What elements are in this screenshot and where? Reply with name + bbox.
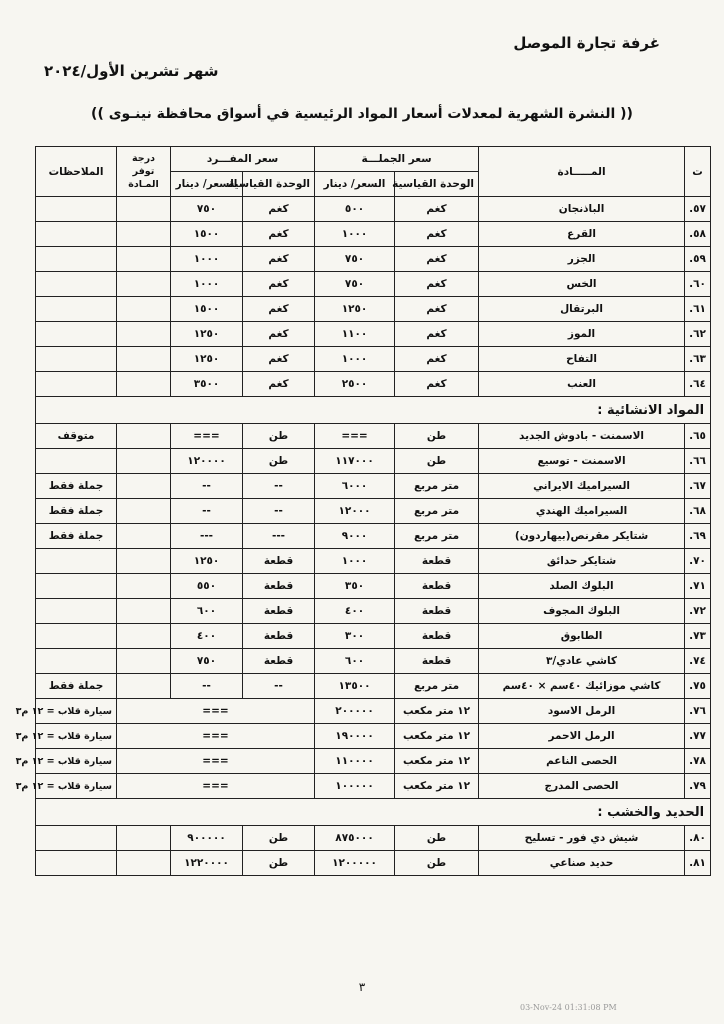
retail-unit: قطعة — [243, 549, 315, 574]
note — [36, 197, 117, 222]
retail-price: ١٢٥٠ — [171, 322, 243, 347]
table-row — [36, 424, 711, 449]
wholesale-unit: كغم — [395, 322, 479, 347]
retail-price: ١٢٥٠ — [171, 347, 243, 372]
wholesale-unit: متر مربع — [395, 674, 479, 699]
retail-price: ٧٥٠ — [171, 649, 243, 674]
wholesale-unit: ١٢ متر مكعب — [395, 749, 479, 774]
note — [36, 372, 117, 397]
wholesale-price: ٥٠٠ — [315, 197, 395, 222]
material-name: الحصى الناعم — [479, 749, 685, 774]
table-body — [15, 197, 711, 876]
wholesale-price: ١٢٥٠ — [315, 297, 395, 322]
table-row — [36, 674, 711, 699]
retail-price: --- — [171, 524, 243, 549]
note: سيارة قلاب = ١٢ م٣ — [36, 774, 117, 799]
availability — [117, 524, 171, 549]
material-name: شتايكر حدائق — [479, 549, 685, 574]
header-notes: الملاحظات — [36, 147, 117, 197]
row-number: .٧٥ — [685, 674, 711, 699]
table-row — [36, 272, 711, 297]
row-number: .٦٠ — [685, 272, 711, 297]
availability — [117, 674, 171, 699]
material-name: الجزر — [479, 247, 685, 272]
note — [36, 574, 117, 599]
availability — [117, 322, 171, 347]
note: جملة فقط — [36, 524, 117, 549]
wholesale-unit: قطعة — [395, 649, 479, 674]
wholesale-price: ١٩٠٠٠٠ — [315, 724, 395, 749]
retail-unit: طن — [243, 449, 315, 474]
bulletin-month: شهر تشرين الأول/٢٠٢٤ — [44, 62, 219, 80]
availability — [117, 851, 171, 876]
retail-unit: قطعة — [243, 574, 315, 599]
row-number: .٨١ — [685, 851, 711, 876]
row-number: .٦٥ — [685, 424, 711, 449]
note — [36, 826, 117, 851]
wholesale-unit: قطعة — [395, 599, 479, 624]
section-construction-label: المواد الانشائية : — [36, 397, 711, 424]
material-name: الرمل الاحمر — [479, 724, 685, 749]
material-name: الاسمنت - توسيع — [479, 449, 685, 474]
note: سيارة قلاب = ١٢ م٣ — [36, 724, 117, 749]
wholesale-unit: قطعة — [395, 549, 479, 574]
material-name: السيراميك الهندي — [479, 499, 685, 524]
table-row — [36, 449, 711, 474]
material-name: الخس — [479, 272, 685, 297]
row-number: .٦٩ — [685, 524, 711, 549]
wholesale-price: ١٠٠٠٠٠ — [315, 774, 395, 799]
retail-unit: قطعة — [243, 624, 315, 649]
header-wholesale-unit: الوحدة القياسية — [395, 172, 479, 197]
retail-unit: كغم — [243, 372, 315, 397]
note — [36, 549, 117, 574]
note — [36, 272, 117, 297]
availability — [117, 499, 171, 524]
note — [36, 297, 117, 322]
page-number: ٣ — [358, 980, 366, 994]
table-row — [36, 851, 711, 876]
material-name: التفاح — [479, 347, 685, 372]
wholesale-price: ١٣٥٠٠ — [315, 674, 395, 699]
material-name: كاشي عادي/٣ — [479, 649, 685, 674]
retail-price: ٤٠٠ — [171, 624, 243, 649]
retail-price: ١٢٢٠٠٠٠ — [171, 851, 243, 876]
retail-price: -- — [171, 674, 243, 699]
material-name: الاسمنت - بادوش الجديد — [479, 424, 685, 449]
retail-unit: قطعة — [243, 649, 315, 674]
retail-merged: === — [117, 749, 315, 774]
table-row — [36, 347, 711, 372]
availability — [117, 649, 171, 674]
wholesale-unit: ١٢ متر مكعب — [395, 699, 479, 724]
header-no: ت — [685, 147, 711, 197]
retail-unit: قطعة — [243, 599, 315, 624]
table-row — [36, 222, 711, 247]
bulletin-title: (( النشرة الشهرية لمعدلات أسعار المواد الرئيسية في أسواق محافظة نينـوى )) — [91, 106, 633, 122]
availability — [117, 624, 171, 649]
header-retail: سعر المفـــرد — [171, 147, 315, 172]
table-row — [36, 574, 711, 599]
retail-price: ١٠٠٠ — [171, 272, 243, 297]
note — [36, 649, 117, 674]
material-name: الحصى المدرج — [479, 774, 685, 799]
wholesale-unit: كغم — [395, 197, 479, 222]
note — [36, 347, 117, 372]
row-number: .٥٨ — [685, 222, 711, 247]
note — [36, 599, 117, 624]
section-iron-wood-label: الحديد والخشب : — [36, 799, 711, 826]
row-number: .٧٨ — [685, 749, 711, 774]
header-retail-price: السعر/ دينار — [171, 172, 243, 197]
availability — [117, 474, 171, 499]
availability — [117, 347, 171, 372]
note — [36, 247, 117, 272]
note: جملة فقط — [36, 474, 117, 499]
table-row — [36, 247, 711, 272]
retail-price: ٧٥٠ — [171, 197, 243, 222]
retail-unit: كغم — [243, 322, 315, 347]
table-row — [36, 724, 711, 749]
wholesale-unit: كغم — [395, 272, 479, 297]
material-name: السيراميك الايراني — [479, 474, 685, 499]
note — [36, 449, 117, 474]
wholesale-price: ١١٠٠ — [315, 322, 395, 347]
material-name: كاشي موزائيك ٤٠سم × ٤٠سم — [479, 674, 685, 699]
availability — [117, 826, 171, 851]
row-number: .٧٩ — [685, 774, 711, 799]
row-number: .٦٣ — [685, 347, 711, 372]
section-iron-wood — [36, 799, 711, 826]
wholesale-unit: ١٢ متر مكعب — [395, 724, 479, 749]
retail-unit: --- — [243, 524, 315, 549]
retail-price: ٩٠٠٠٠٠ — [171, 826, 243, 851]
retail-price: ٦٠٠ — [171, 599, 243, 624]
row-number: .٦١ — [685, 297, 711, 322]
retail-price: ١٠٠٠ — [171, 247, 243, 272]
retail-merged: === — [117, 724, 315, 749]
retail-price: ١٥٠٠ — [171, 222, 243, 247]
availability — [117, 424, 171, 449]
availability — [117, 222, 171, 247]
retail-price: -- — [171, 499, 243, 524]
wholesale-price: ١٠٠٠ — [315, 549, 395, 574]
material-name: الرمل الاسود — [479, 699, 685, 724]
organization-name: غرفة تجارة الموصل — [513, 34, 660, 52]
material-name: حديد صناعي — [479, 851, 685, 876]
availability — [117, 372, 171, 397]
table-row — [36, 549, 711, 574]
material-name: البرتقال — [479, 297, 685, 322]
wholesale-price: ٦٠٠٠ — [315, 474, 395, 499]
retail-unit: كغم — [243, 222, 315, 247]
wholesale-unit: كغم — [395, 247, 479, 272]
row-number: .٧٢ — [685, 599, 711, 624]
row-number: .٧٠ — [685, 549, 711, 574]
availability — [117, 272, 171, 297]
material-name: الباذنجان — [479, 197, 685, 222]
wholesale-unit: متر مربع — [395, 474, 479, 499]
retail-unit: كغم — [243, 347, 315, 372]
table-row — [36, 372, 711, 397]
material-name: القرع — [479, 222, 685, 247]
table-row — [36, 699, 711, 724]
retail-unit: كغم — [243, 247, 315, 272]
availability — [117, 574, 171, 599]
table-row — [36, 474, 711, 499]
wholesale-price: ٩٠٠٠ — [315, 524, 395, 549]
wholesale-unit: طن — [395, 424, 479, 449]
note: جملة فقط — [36, 499, 117, 524]
row-number: .٦٧ — [685, 474, 711, 499]
table-row — [36, 197, 711, 222]
wholesale-unit: كغم — [395, 297, 479, 322]
table-row — [36, 624, 711, 649]
retail-unit: طن — [243, 851, 315, 876]
wholesale-unit: كغم — [395, 372, 479, 397]
material-name: البلوك المجوف — [479, 599, 685, 624]
wholesale-unit: طن — [395, 449, 479, 474]
retail-price: ١٥٠٠ — [171, 297, 243, 322]
retail-unit: كغم — [243, 197, 315, 222]
wholesale-price: ٢٥٠٠ — [315, 372, 395, 397]
wholesale-unit: قطعة — [395, 624, 479, 649]
table-row — [36, 524, 711, 549]
table-row — [36, 826, 711, 851]
availability — [117, 599, 171, 624]
note: متوقف — [36, 424, 117, 449]
table-row — [36, 749, 711, 774]
header-availability: درجة توفر المـادة — [117, 147, 171, 197]
row-number: .٦٦ — [685, 449, 711, 474]
retail-unit: طن — [243, 826, 315, 851]
table-row — [36, 499, 711, 524]
retail-unit: طن — [243, 424, 315, 449]
availability — [117, 247, 171, 272]
wholesale-unit: طن — [395, 851, 479, 876]
wholesale-price: ١٠٠٠ — [315, 347, 395, 372]
retail-price: ٣٥٠٠ — [171, 372, 243, 397]
row-number: .٥٧ — [685, 197, 711, 222]
material-name: الموز — [479, 322, 685, 347]
row-number: .٦٤ — [685, 372, 711, 397]
note — [36, 851, 117, 876]
price-table — [15, 146, 711, 876]
wholesale-price: ٣٠٠ — [315, 624, 395, 649]
header-wholesale: سعر الجملـــة — [315, 147, 479, 172]
note: سيارة قلاب = ١٢ م٣ — [36, 749, 117, 774]
wholesale-unit: متر مربع — [395, 499, 479, 524]
retail-unit: كغم — [243, 272, 315, 297]
table-row — [36, 649, 711, 674]
row-number: .٧٦ — [685, 699, 711, 724]
retail-unit: -- — [243, 674, 315, 699]
wholesale-price: ١٠٠٠ — [315, 222, 395, 247]
note — [36, 624, 117, 649]
wholesale-price: ١٢٠٠٠ — [315, 499, 395, 524]
scan-timestamp: 03-Nov-24 01:31:08 PM — [520, 1003, 617, 1012]
header-row-top — [36, 147, 711, 172]
table-row — [36, 322, 711, 347]
retail-merged: === — [117, 774, 315, 799]
wholesale-price: ٤٠٠ — [315, 599, 395, 624]
wholesale-price: ٧٥٠ — [315, 272, 395, 297]
retail-price: ١٢٠٠٠٠ — [171, 449, 243, 474]
row-number: .٧١ — [685, 574, 711, 599]
material-name: العنب — [479, 372, 685, 397]
retail-price: -- — [171, 474, 243, 499]
availability — [117, 197, 171, 222]
wholesale-price: ٧٥٠ — [315, 247, 395, 272]
wholesale-unit: كغم — [395, 347, 479, 372]
row-number: .٨٠ — [685, 826, 711, 851]
wholesale-price: ٢٠٠٠٠٠ — [315, 699, 395, 724]
retail-unit: -- — [243, 499, 315, 524]
row-number: .٦٨ — [685, 499, 711, 524]
wholesale-price: ٦٠٠ — [315, 649, 395, 674]
retail-price: ٥٥٠ — [171, 574, 243, 599]
note — [36, 222, 117, 247]
note: سيارة قلاب = ١٢ م٣ — [36, 699, 117, 724]
row-number: .٧٧ — [685, 724, 711, 749]
header-retail-unit: الوحدة القياسية — [243, 172, 315, 197]
retail-merged: === — [117, 699, 315, 724]
row-number: .٧٣ — [685, 624, 711, 649]
wholesale-unit: كغم — [395, 222, 479, 247]
header-material: المـــــادة — [479, 147, 685, 197]
availability — [117, 449, 171, 474]
wholesale-unit: ١٢ متر مكعب — [395, 774, 479, 799]
table-row — [36, 774, 711, 799]
wholesale-unit: طن — [395, 826, 479, 851]
note: جملة فقط — [36, 674, 117, 699]
wholesale-unit: متر مربع — [395, 524, 479, 549]
material-name: الطابوق — [479, 624, 685, 649]
retail-price: === — [171, 424, 243, 449]
row-number: .٧٤ — [685, 649, 711, 674]
wholesale-price: ٣٥٠ — [315, 574, 395, 599]
retail-price: ١٢٥٠ — [171, 549, 243, 574]
row-number: .٦٢ — [685, 322, 711, 347]
wholesale-price: === — [315, 424, 395, 449]
table-row — [36, 599, 711, 624]
row-number: .٥٩ — [685, 247, 711, 272]
wholesale-price: ٨٧٥٠٠٠ — [315, 826, 395, 851]
table-row — [36, 297, 711, 322]
wholesale-price: ١١٧٠٠٠ — [315, 449, 395, 474]
material-name: شيش دي فور - تسليح — [479, 826, 685, 851]
note — [36, 322, 117, 347]
retail-unit: -- — [243, 474, 315, 499]
availability — [117, 297, 171, 322]
retail-unit: كغم — [243, 297, 315, 322]
material-name: البلوك الصلد — [479, 574, 685, 599]
wholesale-price: ١٢٠٠٠٠٠ — [315, 851, 395, 876]
availability — [117, 549, 171, 574]
material-name: شتايكر مقرنص(بيهاردون) — [479, 524, 685, 549]
section-construction — [36, 397, 711, 424]
wholesale-unit: قطعة — [395, 574, 479, 599]
header-wholesale-price: السعر/ دينار — [315, 172, 395, 197]
wholesale-price: ١١٠٠٠٠ — [315, 749, 395, 774]
